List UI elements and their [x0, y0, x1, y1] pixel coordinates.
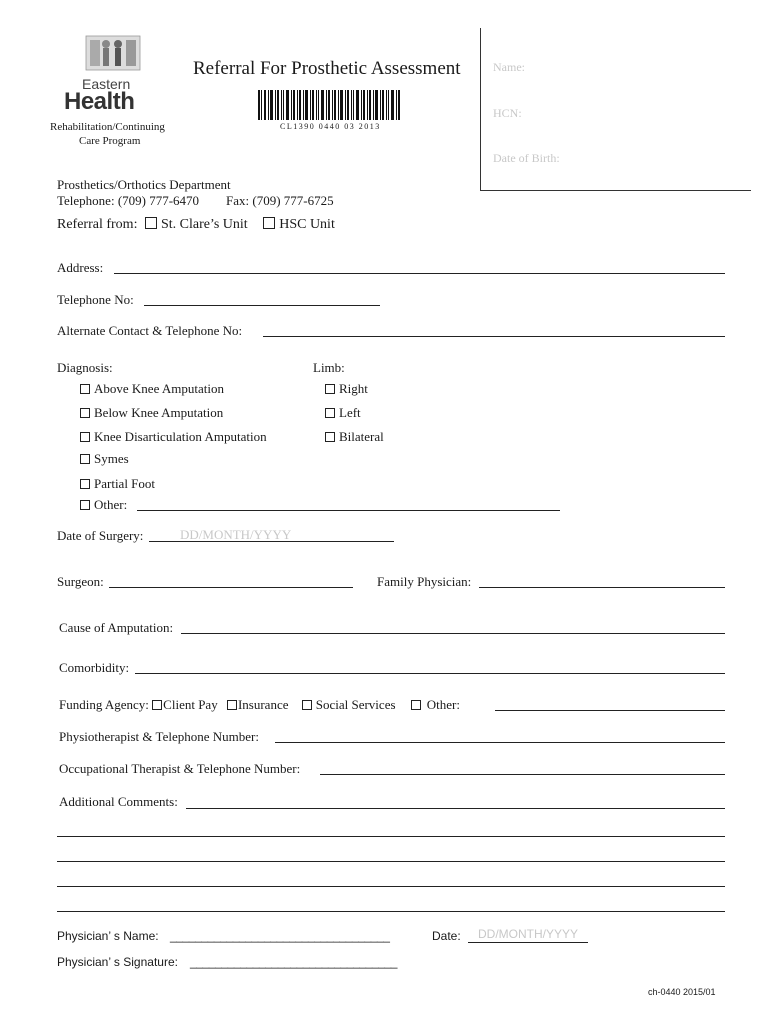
physician-name-field[interactable]: ___________________________________ [170, 929, 390, 943]
telephone-label: Telephone No: [57, 292, 134, 307]
cause-field[interactable] [181, 633, 725, 634]
logo-icon [84, 32, 144, 74]
department-fax: Fax: (709) 777-6725 [226, 193, 334, 208]
funding-other-field[interactable] [495, 710, 725, 711]
checkbox-icon[interactable] [80, 384, 90, 394]
limb-option[interactable]: Left [325, 405, 361, 421]
st-clares-checkbox[interactable] [145, 217, 157, 229]
department-name: Prosthetics/Orthotics Department [57, 177, 231, 192]
patient-dob-label[interactable]: Date of Birth: [493, 151, 560, 165]
signature-date-field[interactable] [468, 942, 588, 943]
department-telephone: Telephone: (709) 777-6470 [57, 193, 200, 208]
org-name-line1: Eastern [82, 76, 131, 92]
diagnosis-option[interactable]: Below Knee Amputation [80, 405, 223, 421]
family-physician-field[interactable] [479, 587, 725, 588]
physiotherapist-label: Physiotherapist & Telephone Number: [59, 729, 259, 744]
cause-label: Cause of Amputation: [59, 620, 174, 635]
signature-date-placeholder: DD/MONTH/YYYY [478, 927, 579, 941]
diagnosis-option[interactable]: Knee Disarticulation Amputation [80, 429, 267, 445]
comorbidity-label: Comorbidity: [59, 660, 130, 675]
limb-label: Limb: [313, 360, 345, 375]
hsc-label: HSC Unit [279, 217, 335, 232]
st-clares-label: St. Clare’s Unit [160, 217, 248, 232]
program-line1: Rehabilitation/Continuing [50, 121, 165, 133]
funding-label: Funding Agency: [59, 697, 149, 712]
surgeon-label: Surgeon: [57, 574, 104, 589]
alternate-contact-label: Alternate Contact & Telephone No: [57, 323, 243, 338]
checkbox-icon[interactable] [80, 454, 90, 464]
physician-signature-label: Physician’ s Signature: [57, 955, 178, 969]
date-of-surgery-placeholder: DD/MONTH/YYYY [180, 527, 292, 542]
checkbox-icon[interactable] [325, 408, 335, 418]
patient-name-label[interactable]: Name: [493, 60, 525, 74]
limb-option[interactable]: Bilateral [325, 429, 384, 445]
additional-comments-field[interactable] [186, 808, 725, 809]
checkbox-icon[interactable] [80, 500, 90, 510]
physician-signature-field[interactable]: _________________________________ [190, 955, 398, 969]
occupational-therapist-label: Occupational Therapist & Telephone Number: [59, 761, 301, 776]
form-title: Referral For Prosthetic Assessment [193, 58, 461, 79]
comments-line[interactable] [57, 911, 725, 912]
comorbidity-field[interactable] [135, 673, 725, 674]
org-name-line2: Health [64, 88, 135, 115]
referral-row [57, 217, 335, 233]
telephone-field[interactable] [144, 305, 380, 306]
barcode [258, 90, 400, 120]
program-line2: Care Program [79, 135, 141, 147]
diagnosis-label: Diagnosis: [57, 360, 113, 375]
diagnosis-option[interactable]: Symes [80, 451, 129, 467]
comments-line[interactable] [57, 861, 725, 862]
diagnosis-other-field[interactable] [137, 510, 560, 511]
occupational-therapist-field[interactable] [320, 774, 725, 775]
physician-name-label: Physician’ s Name: [57, 929, 159, 943]
funding-other-checkbox[interactable] [411, 700, 421, 710]
insurance-checkbox[interactable] [227, 700, 237, 710]
checkbox-icon[interactable] [325, 432, 335, 442]
address-label: Address: [57, 260, 104, 275]
family-physician-label: Family Physician: [377, 574, 472, 589]
funding-row [59, 697, 460, 713]
date-of-surgery-label: Date of Surgery: [57, 528, 144, 543]
surgeon-field[interactable] [109, 587, 353, 588]
address-field[interactable] [114, 273, 725, 274]
signature-date-label: Date: [432, 929, 461, 943]
checkbox-icon[interactable] [80, 408, 90, 418]
physiotherapist-field[interactable] [275, 742, 725, 743]
limb-option[interactable]: Right [325, 381, 368, 397]
comments-line[interactable] [57, 886, 725, 887]
form-code: ch-0440 2015/01 [648, 987, 716, 997]
barcode-text: CL1390 0440 03 2013 [280, 122, 381, 131]
additional-comments-label: Additional Comments: [59, 794, 178, 809]
diagnosis-option[interactable]: Above Knee Amputation [80, 381, 224, 397]
client-pay-checkbox[interactable] [152, 700, 162, 710]
hsc-checkbox[interactable] [263, 217, 275, 229]
diagnosis-option[interactable]: Partial Foot [80, 476, 155, 492]
patient-hcn-label[interactable]: HCN: [493, 106, 522, 120]
client-pay-label: Client Pay [163, 697, 218, 712]
checkbox-icon[interactable] [325, 384, 335, 394]
insurance-label: Insurance [237, 697, 289, 712]
diagnosis-option[interactable]: Other: [80, 497, 127, 513]
checkbox-icon[interactable] [80, 432, 90, 442]
comments-line[interactable] [57, 836, 725, 837]
social-services-checkbox[interactable] [302, 700, 312, 710]
funding-other-label: Other: [426, 697, 460, 712]
checkbox-icon[interactable] [80, 479, 90, 489]
social-services-label: Social Services [315, 697, 396, 712]
alternate-contact-field[interactable] [263, 336, 725, 337]
referral-label: Referral from: [57, 217, 138, 232]
eastern-health-logo [64, 32, 162, 115]
